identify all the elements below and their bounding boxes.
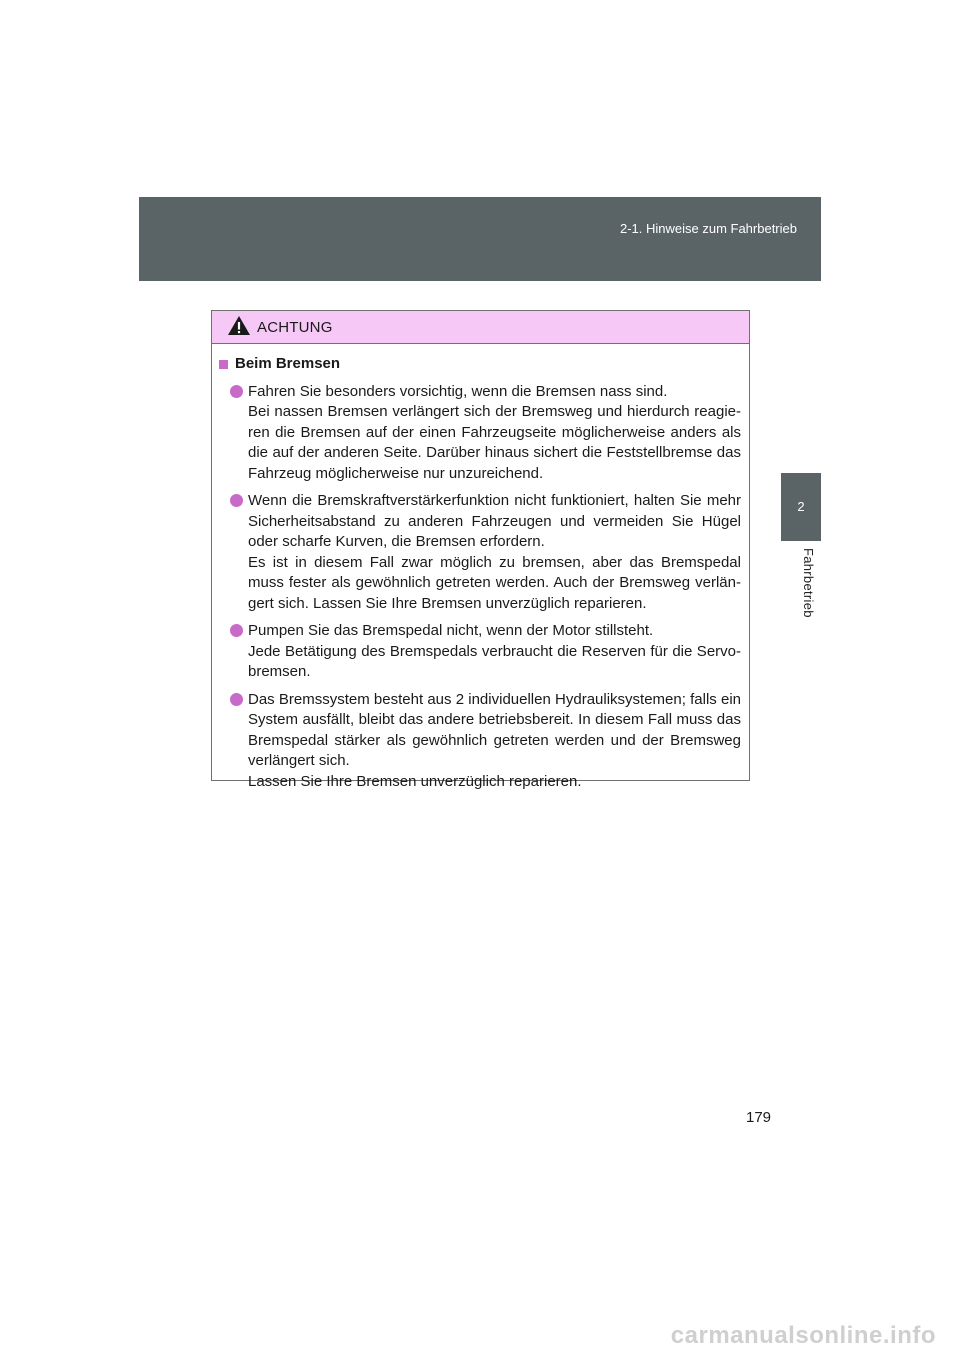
item-text: Fahren Sie besonders vorsichtig, wenn die Bremsen nass sind. bbox=[248, 382, 668, 400]
item-text: Pumpen Sie das Bremspedal nicht, wenn der Motor stillsteht. bbox=[248, 622, 654, 639]
circle-bullet-icon bbox=[230, 624, 243, 637]
warning-header bbox=[212, 311, 749, 344]
item-text: Lassen Sie Ihre Bremsen unverzüglich reparieren. bbox=[248, 772, 582, 790]
list-item bbox=[217, 491, 741, 614]
chapter-header bbox=[139, 197, 821, 281]
list-item bbox=[217, 690, 741, 793]
list-item bbox=[217, 621, 741, 683]
warning-triangle-icon bbox=[227, 315, 251, 336]
item-text: Jede Betätigung des Bremspedals verbraucht die Reserven für die Servo-bremsen. bbox=[248, 642, 741, 680]
square-bullet-icon bbox=[219, 360, 228, 369]
item-text: Es ist in diesem Fall zwar möglich zu bremsen, aber das Bremspedal muss fester als gewöhnlich getreten werden. Auch der Bremsweg verlän-gert sich. Lassen Sie Ihre Bremsen unverzüglich reparieren. bbox=[248, 553, 741, 612]
warning-title: ACHTUNG bbox=[257, 319, 333, 336]
circle-bullet-icon bbox=[230, 693, 243, 706]
item-text: Das Bremssystem besteht aus 2 individuellen Hydrauliksystemen; falls ein System ausfällt, bleibt das andere betriebsbereit. In diesem Fall muss das Bremspedal stärker als gewöhnlich getreten werden und der Bremsweg verlängert sich. bbox=[248, 690, 741, 769]
page-number: 179 bbox=[746, 1109, 772, 1126]
warning-section-heading bbox=[217, 354, 741, 375]
circle-bullet-icon bbox=[230, 494, 243, 507]
warning-box bbox=[211, 310, 750, 790]
list-item bbox=[217, 382, 741, 485]
item-text: Bei nassen Bremsen verlängert sich der Bremsweg und hierdurch reagie-ren die Bremsen auf der einen Fahrzeugseite möglicherweise anders als die auf der anderen Seite. Darüber hinaus sichert die Feststellbremse das Fahrzeug möglicherweise nur unzureichend. bbox=[248, 403, 741, 482]
chapter-tab[interactable] bbox=[781, 473, 821, 541]
circle-bullet-icon bbox=[230, 385, 243, 398]
chapter-tab-number: 2 bbox=[797, 499, 805, 514]
item-text: Wenn die Bremskraftverstärkerfunktion nicht funktioniert, halten Sie mehr Sicherheitsabstand zu anderen Fahrzeugen und vermeiden Sie Hügel oder scharfe Kurven, die Bremsen erfordern. bbox=[248, 492, 741, 550]
section-heading-text: Beim Bremsen bbox=[235, 355, 341, 372]
section-title: 2-1. Hinweise zum Fahrbetrieb bbox=[619, 221, 797, 236]
warning-content bbox=[212, 344, 749, 792]
watermark: carmanualsonline.info bbox=[670, 1322, 936, 1349]
chapter-tab-label: Fahrbetrieb bbox=[801, 548, 816, 618]
